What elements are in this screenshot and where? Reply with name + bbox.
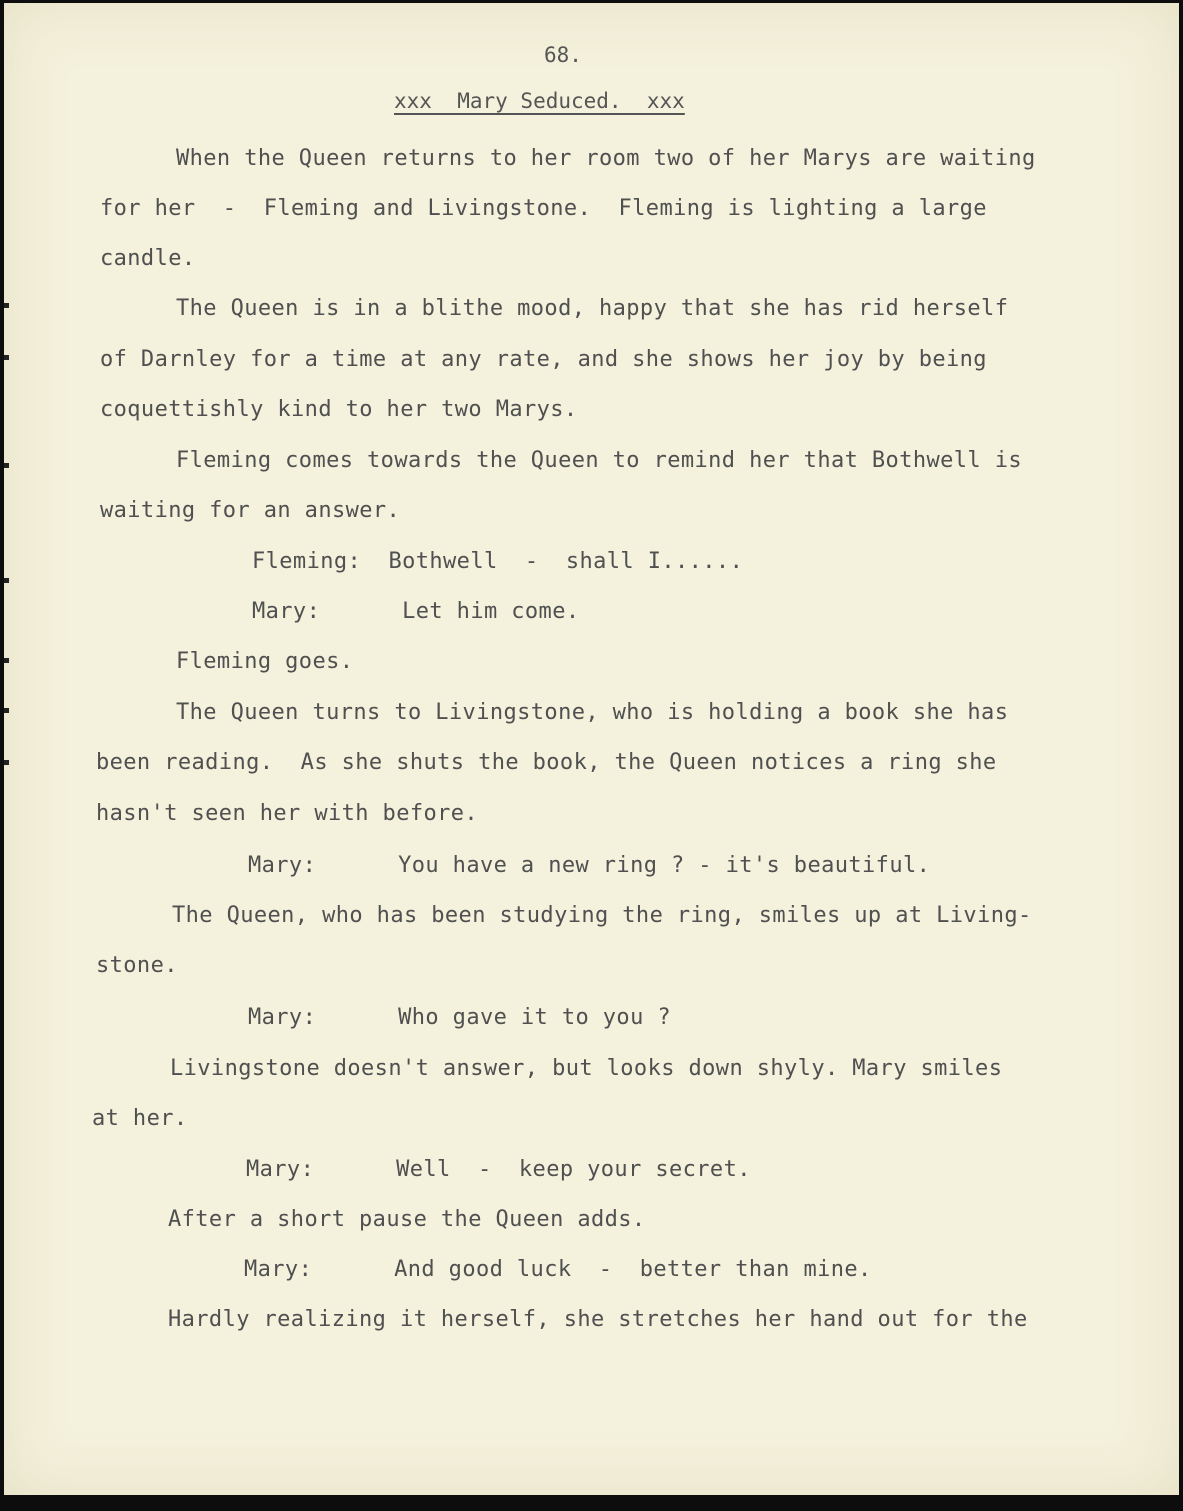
text-line: of Darnley for a time at any rate, and she shows her joy by being <box>100 347 987 372</box>
dialogue-line: Mary: Well - keep your secret. <box>246 1157 751 1182</box>
dialogue-line: Mary: Who gave it to you ? <box>248 1005 671 1030</box>
text-line: stone. <box>96 953 178 978</box>
margin-speck <box>4 708 9 713</box>
margin-speck <box>4 760 9 765</box>
text-line: When the Queen returns to her room two of her Marys are waiting <box>176 146 1036 171</box>
margin-speck <box>4 303 9 308</box>
text-line: After a short pause the Queen adds. <box>168 1207 646 1232</box>
text-line: Hardly realizing it herself, she stretches her hand out for the <box>168 1307 1028 1332</box>
dialogue-line: Fleming: Bothwell - shall I...... <box>252 549 744 574</box>
text-line: hasn't seen her with before. <box>96 801 479 826</box>
dialogue-line: Mary: And good luck - better than mine. <box>244 1257 872 1282</box>
text-line: waiting for an answer. <box>100 498 401 523</box>
text-line: The Queen, who has been studying the ring, smiles up at Living- <box>172 903 1032 928</box>
text-line: Fleming comes towards the Queen to remind her that Bothwell is <box>176 448 1022 473</box>
text-line: The Queen turns to Livingstone, who is holding a book she has <box>176 700 1009 725</box>
margin-speck <box>4 658 9 663</box>
text-line: Fleming goes. <box>176 649 354 674</box>
text-line: coquettishly kind to her two Marys. <box>100 397 578 422</box>
text-line: Livingstone doesn't answer, but looks down shyly. Mary smiles <box>170 1056 1003 1081</box>
typescript-page <box>4 3 1179 1495</box>
text-line: for her - Fleming and Livingstone. Fleming is lighting a large <box>100 196 987 221</box>
text-line: candle. <box>100 246 196 271</box>
text-line: at her. <box>92 1106 188 1131</box>
scene-heading: xxx Mary Seduced. xxx <box>394 89 685 113</box>
text-line: been reading. As she shuts the book, the Queen notices a ring she <box>96 750 997 775</box>
text-line: The Queen is in a blithe mood, happy that she has rid herself <box>176 296 1009 321</box>
dialogue-line: Mary: You have a new ring ? - it's beautiful. <box>248 853 931 878</box>
dialogue-line: Mary: Let him come. <box>252 599 580 624</box>
margin-speck <box>4 463 9 468</box>
page-number: 68. <box>544 43 582 67</box>
margin-speck <box>4 578 9 583</box>
margin-speck <box>4 355 9 360</box>
